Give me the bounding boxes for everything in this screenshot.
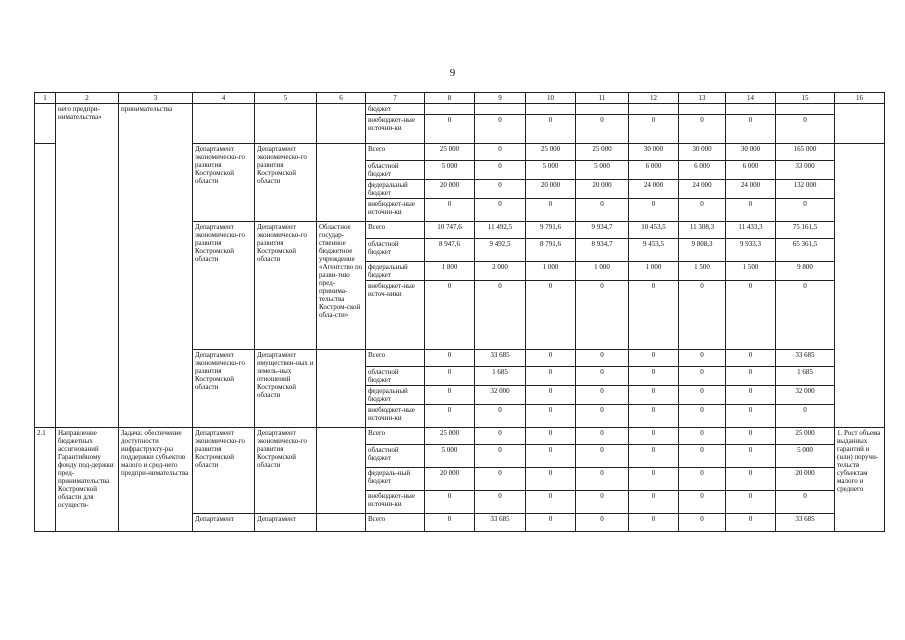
source-label: Всего bbox=[366, 144, 425, 161]
value-cell: 20 000 bbox=[776, 468, 835, 491]
value-cell: 5 000 bbox=[425, 161, 475, 180]
value-cell: 0 bbox=[679, 386, 726, 405]
value-cell: 20 000 bbox=[425, 468, 475, 491]
executor-cell bbox=[193, 104, 255, 144]
coexecutor-cell: Департамент экономическо-го развития Костромской области bbox=[255, 144, 317, 222]
value-cell: 1 800 bbox=[425, 262, 475, 281]
table-row bbox=[35, 428, 885, 445]
value-cell: 33 685 bbox=[475, 350, 526, 367]
value-cell: 0 bbox=[526, 350, 576, 367]
value-cell: 0 bbox=[679, 350, 726, 367]
column-header: 14 bbox=[726, 93, 776, 104]
result-cell bbox=[835, 144, 885, 428]
value-cell: 0 bbox=[526, 281, 576, 350]
value-cell: 0 bbox=[726, 350, 776, 367]
task-cell: принимательства bbox=[119, 104, 193, 428]
value-cell: 0 bbox=[679, 367, 726, 386]
source-label: областной бюджет bbox=[366, 367, 425, 386]
value-cell: 8 947,6 bbox=[425, 239, 475, 262]
value-cell: 25 000 bbox=[526, 144, 576, 161]
value-cell: 0 bbox=[679, 428, 726, 445]
value-cell: 0 bbox=[776, 405, 835, 428]
value-cell: 0 bbox=[526, 491, 576, 514]
value-cell: 0 bbox=[629, 367, 679, 386]
value-cell: 0 bbox=[679, 491, 726, 514]
value-cell: 32 000 bbox=[475, 386, 526, 405]
value-cell: 33 685 bbox=[475, 514, 526, 532]
value-cell: 8 934,7 bbox=[576, 239, 629, 262]
value-cell: 0 bbox=[425, 386, 475, 405]
value-cell: 165 000 bbox=[776, 144, 835, 161]
value-cell: 0 bbox=[576, 491, 629, 514]
value-cell: 24 000 bbox=[726, 180, 776, 199]
value-cell: 25 000 bbox=[776, 428, 835, 445]
value-cell: 0 bbox=[425, 281, 475, 350]
value-cell: 11 308,3 bbox=[679, 222, 726, 239]
source-label: федеральный бюджет bbox=[366, 180, 425, 199]
value-cell: 25 000 bbox=[425, 144, 475, 161]
value-cell: 1 000 bbox=[526, 262, 576, 281]
organization-cell bbox=[317, 350, 366, 428]
column-header: 3 bbox=[119, 93, 193, 104]
value-cell: 33 685 bbox=[776, 514, 835, 532]
value-cell: 0 bbox=[629, 445, 679, 468]
column-header: 2 bbox=[56, 93, 119, 104]
value-cell: 0 bbox=[475, 468, 526, 491]
coexecutor-cell: Департамент экономическо-го развития Костромской области bbox=[255, 222, 317, 350]
value-cell: 0 bbox=[475, 180, 526, 199]
value-cell: 0 bbox=[475, 445, 526, 468]
value-cell: 1 500 bbox=[679, 262, 726, 281]
value-cell: 0 bbox=[526, 386, 576, 405]
value-cell: 1 685 bbox=[776, 367, 835, 386]
value-cell: 0 bbox=[629, 514, 679, 532]
value-cell: 0 bbox=[526, 428, 576, 445]
value-cell: 0 bbox=[425, 405, 475, 428]
value-cell: 0 bbox=[475, 428, 526, 445]
value-cell: 0 bbox=[425, 367, 475, 386]
column-header: 15 bbox=[776, 93, 835, 104]
organization-cell: Областное государ-ственное бюджетное учреждение «Агентство по разви-тию пред-принима-тельства Костром-ской обла-сти» bbox=[317, 222, 366, 350]
value-cell: 0 bbox=[576, 445, 629, 468]
executor-cell: Департамент экономическо-го развития Костромской области bbox=[193, 222, 255, 350]
value-cell: 5 000 bbox=[526, 161, 576, 180]
value-cell: 0 bbox=[629, 386, 679, 405]
value-cell: 0 bbox=[425, 199, 475, 222]
source-label: внебюджет-ные источни-ки bbox=[366, 491, 425, 514]
header-row bbox=[35, 93, 885, 104]
source-label: внебюджет-ные источни-ки bbox=[366, 405, 425, 428]
column-header: 9 bbox=[475, 93, 526, 104]
value-cell: 0 bbox=[679, 199, 726, 222]
value-cell: 0 bbox=[475, 144, 526, 161]
value-cell: 6 000 bbox=[629, 161, 679, 180]
value-cell: 9 800 bbox=[776, 262, 835, 281]
value-cell: 0 bbox=[576, 281, 629, 350]
value-cell: 5 000 bbox=[576, 161, 629, 180]
column-header: 1 bbox=[35, 93, 56, 104]
value-cell: 30 000 bbox=[629, 144, 679, 161]
value-cell: 0 bbox=[475, 199, 526, 222]
value-cell: 25 000 bbox=[425, 428, 475, 445]
source-label: Всего bbox=[366, 350, 425, 367]
value-cell: 0 bbox=[726, 115, 776, 144]
organization-cell bbox=[317, 104, 366, 144]
value-cell: 65 361,5 bbox=[776, 239, 835, 262]
value-cell: 0 bbox=[526, 514, 576, 532]
measure-cell: него предпри-нимательства» bbox=[56, 104, 119, 428]
value-cell: 24 000 bbox=[679, 180, 726, 199]
source-label: федераль-ный бюджет bbox=[366, 468, 425, 491]
value-cell: 1 685 bbox=[475, 367, 526, 386]
executor-cell: Департамент экономическо-го развития Костромской области bbox=[193, 428, 255, 514]
value-cell: 9 492,5 bbox=[475, 239, 526, 262]
source-label: областной бюджет bbox=[366, 239, 425, 262]
value-cell: 0 bbox=[726, 468, 776, 491]
value-cell: 132 000 bbox=[776, 180, 835, 199]
column-header: 6 bbox=[317, 93, 366, 104]
value-cell: 32 000 bbox=[776, 386, 835, 405]
value-cell: 0 bbox=[629, 350, 679, 367]
value-cell: 0 bbox=[576, 468, 629, 491]
column-header: 8 bbox=[425, 93, 475, 104]
measure-cell: Направление бюджетных ассигнований Гарантийному фонду под-держки пред-принимательства Костромской области для осуществ- bbox=[56, 428, 119, 532]
value-cell: 0 bbox=[776, 115, 835, 144]
executor-cell: Департамент экономическо-го развития Костромской области bbox=[193, 350, 255, 428]
column-header: 4 bbox=[193, 93, 255, 104]
value-cell: 30 000 bbox=[679, 144, 726, 161]
value-cell: 0 bbox=[679, 468, 726, 491]
row-number-cell: 2.1 bbox=[35, 428, 56, 532]
value-cell: 9 934,7 bbox=[576, 222, 629, 239]
value-cell: 0 bbox=[726, 386, 776, 405]
result-cell bbox=[835, 104, 885, 144]
value-cell: 8 791,6 bbox=[526, 239, 576, 262]
value-cell: 0 bbox=[475, 281, 526, 350]
value-cell: 5 000 bbox=[776, 445, 835, 468]
value-cell: 9 933,3 bbox=[726, 239, 776, 262]
value-cell: 0 bbox=[726, 367, 776, 386]
coexecutor-cell: Департамент имуществен-ных и земель-ных отношений Костромской области bbox=[255, 350, 317, 428]
value-cell: 0 bbox=[629, 115, 679, 144]
value-cell: 2 000 bbox=[475, 262, 526, 281]
value-cell: 0 bbox=[629, 281, 679, 350]
column-header: 16 bbox=[835, 93, 885, 104]
source-label: федеральный бюджет bbox=[366, 262, 425, 281]
value-cell: 11 492,5 bbox=[475, 222, 526, 239]
value-cell: 0 bbox=[629, 405, 679, 428]
value-cell: 0 bbox=[726, 428, 776, 445]
value-cell: 0 bbox=[526, 115, 576, 144]
column-header: 5 bbox=[255, 93, 317, 104]
value-cell: 0 bbox=[726, 491, 776, 514]
value-cell: 0 bbox=[679, 514, 726, 532]
value-cell: 30 000 bbox=[726, 144, 776, 161]
value-cell: 75 161,5 bbox=[776, 222, 835, 239]
value-cell: 20 000 bbox=[526, 180, 576, 199]
coexecutor-cell bbox=[255, 104, 317, 144]
source-label: областной бюджет bbox=[366, 445, 425, 468]
value-cell: 0 bbox=[425, 514, 475, 532]
value-cell: 0 bbox=[726, 281, 776, 350]
value-cell: 0 bbox=[629, 428, 679, 445]
value-cell: 6 000 bbox=[679, 161, 726, 180]
coexecutor-cell: Департамент bbox=[255, 514, 317, 532]
column-header: 12 bbox=[629, 93, 679, 104]
value-cell: 0 bbox=[576, 367, 629, 386]
value-cell: 0 bbox=[776, 491, 835, 514]
value-cell: 0 bbox=[475, 491, 526, 514]
column-header: 10 bbox=[526, 93, 576, 104]
value-cell: 0 bbox=[576, 199, 629, 222]
source-label: бюджет bbox=[366, 104, 425, 115]
result-cell: 1. Рост объема выданных гарантий и (или) поручи-тельств субъектам малого и среднего bbox=[835, 428, 885, 532]
source-label: федеральный бюджет bbox=[366, 386, 425, 405]
value-cell: 20 000 bbox=[425, 180, 475, 199]
value-cell: 1 500 bbox=[726, 262, 776, 281]
value-cell: 0 bbox=[726, 514, 776, 532]
value-cell: 33 000 bbox=[776, 161, 835, 180]
value-cell: 0 bbox=[629, 491, 679, 514]
value-cell: 0 bbox=[629, 468, 679, 491]
value-cell: 0 bbox=[679, 115, 726, 144]
value-cell: 1 000 bbox=[576, 262, 629, 281]
value-cell: 9 808,3 bbox=[679, 239, 726, 262]
value-cell: 0 bbox=[679, 405, 726, 428]
column-header: 7 bbox=[366, 93, 425, 104]
executor-cell: Департамент экономическо-го развития Костромской области bbox=[193, 144, 255, 222]
value-cell: 0 bbox=[576, 386, 629, 405]
column-header: 11 bbox=[576, 93, 629, 104]
value-cell: 0 bbox=[526, 199, 576, 222]
source-label: Всего bbox=[366, 428, 425, 445]
source-label: Всего bbox=[366, 514, 425, 532]
value-cell: 0 bbox=[526, 405, 576, 428]
value-cell: 10 747,6 bbox=[425, 222, 475, 239]
row-number-cell bbox=[35, 144, 56, 428]
value-cell: 1 000 bbox=[629, 262, 679, 281]
source-label: областной бюджет bbox=[366, 161, 425, 180]
source-label: внебюджет-ные источни-ки bbox=[366, 115, 425, 144]
value-cell: 0 bbox=[475, 115, 526, 144]
value-cell: 0 bbox=[776, 281, 835, 350]
value-cell: 0 bbox=[726, 445, 776, 468]
budget-table bbox=[34, 92, 885, 532]
value-cell: 11 433,3 bbox=[726, 222, 776, 239]
value-cell: 5 000 bbox=[425, 445, 475, 468]
value-cell: 0 bbox=[475, 405, 526, 428]
value-cell: 0 bbox=[576, 350, 629, 367]
value-cell: 0 bbox=[629, 199, 679, 222]
organization-cell bbox=[317, 514, 366, 532]
value-cell: 24 000 bbox=[629, 180, 679, 199]
task-cell: Задача: обеспечение доступности инфраструкту-ры поддержки субъектов малого и сред-него предпри-нимательства bbox=[119, 428, 193, 532]
value-cell: 0 bbox=[425, 115, 475, 144]
value-cell: 0 bbox=[526, 468, 576, 491]
value-cell: 25 000 bbox=[576, 144, 629, 161]
source-label: Всего bbox=[366, 222, 425, 239]
value-cell: 10 453,5 bbox=[629, 222, 679, 239]
value-cell: 33 685 bbox=[776, 350, 835, 367]
organization-cell bbox=[317, 144, 366, 222]
value-cell: 0 bbox=[526, 367, 576, 386]
value-cell: 0 bbox=[576, 428, 629, 445]
value-cell: 9 453,5 bbox=[629, 239, 679, 262]
value-cell: 0 bbox=[425, 350, 475, 367]
value-cell: 0 bbox=[576, 115, 629, 144]
value-cell: 0 bbox=[576, 514, 629, 532]
value-cell: 0 bbox=[475, 161, 526, 180]
value-cell: 0 bbox=[679, 281, 726, 350]
value-cell: 0 bbox=[726, 199, 776, 222]
page-number: 9 bbox=[449, 67, 456, 79]
source-label: внебюджет-ные источ-ники bbox=[366, 281, 425, 350]
executor-cell: Департамент bbox=[193, 514, 255, 532]
value-cell: 0 bbox=[576, 405, 629, 428]
value-cell: 0 bbox=[425, 491, 475, 514]
value-cell: 0 bbox=[679, 445, 726, 468]
column-header: 13 bbox=[679, 93, 726, 104]
value-cell: 0 bbox=[776, 199, 835, 222]
value-cell: 6 000 bbox=[726, 161, 776, 180]
table-row bbox=[35, 104, 885, 115]
value-cell: 9 791,6 bbox=[526, 222, 576, 239]
value-cell: 0 bbox=[526, 445, 576, 468]
coexecutor-cell: Департамент экономическо-го развития Костромской области bbox=[255, 428, 317, 514]
row-number-cell bbox=[35, 104, 56, 144]
source-label: внебюджет-ные источни-ки bbox=[366, 199, 425, 222]
value-cell: 0 bbox=[726, 405, 776, 428]
value-cell: 20 000 bbox=[576, 180, 629, 199]
organization-cell bbox=[317, 428, 366, 514]
